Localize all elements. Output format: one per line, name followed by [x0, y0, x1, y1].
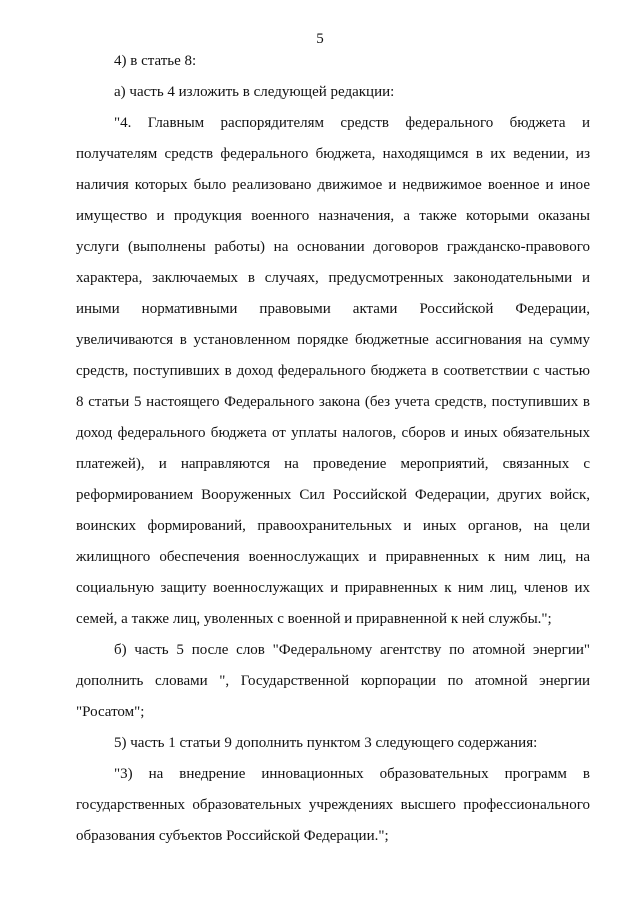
paragraph-article-9-heading: 5) часть 1 статьи 9 дополнить пунктом 3 следующего содержания: — [114, 735, 538, 751]
paragraph-part-4-intro: а) часть 4 изложить в следующей редакции: — [114, 84, 395, 100]
paragraph-point-3-text: "3) на внедрение инновационных образовательных программ в государственных образовательных учреждениях высшего профессионального образования субъектов Российской Федерации."; — [76, 766, 590, 844]
paragraph-part-4-text: "4. Главным распорядителям средств федерального бюджета и получателям средств федерального бюджета, находящимся в их ведении, из наличия которых было реализовано движимое и недвижимое военное и иное имущество и продукция военного назначения, а также которыми оказаны услуги (выполнены работы) на основании договоров гражданско-правового характера, заключаемых в случаях, предусмотренных законодательными и иными нормативными правовыми актами Российской Федерации, увеличиваются в установленном порядке бюджетные ассигнования на сумму средств, поступивших в доход федерального бюджета в соответствии с частью 8 статьи 5 настоящего Федерального закона (без учета средств, поступивших в доход федерального бюджета от уплаты налогов, сборов и иных обязательных платежей), и направляются на проведение мероприятий, связанных с реформированием Вооруженных Сил Российской Федерации, других войск, воинских формирований, правоохранительных и иных органов, на цели жилищного обеспечения военнослужащих и приравненных к ним лиц, на социальную защиту военнослужащих и приравненных к ним лиц, членов их семей, а также лиц, уволенных с военной и приравненной к ней службы."; — [76, 115, 590, 627]
page-number: 5 — [316, 31, 324, 47]
document-body — [76, 46, 590, 852]
paragraph-part-5-amendment: б) часть 5 после слов "Федеральному агентству по атомной энергии" дополнить словами ", Государственной корпорации по атомной энергии "Росатом"; — [76, 642, 590, 720]
paragraph-article-8-heading: 4) в статье 8: — [114, 53, 197, 69]
